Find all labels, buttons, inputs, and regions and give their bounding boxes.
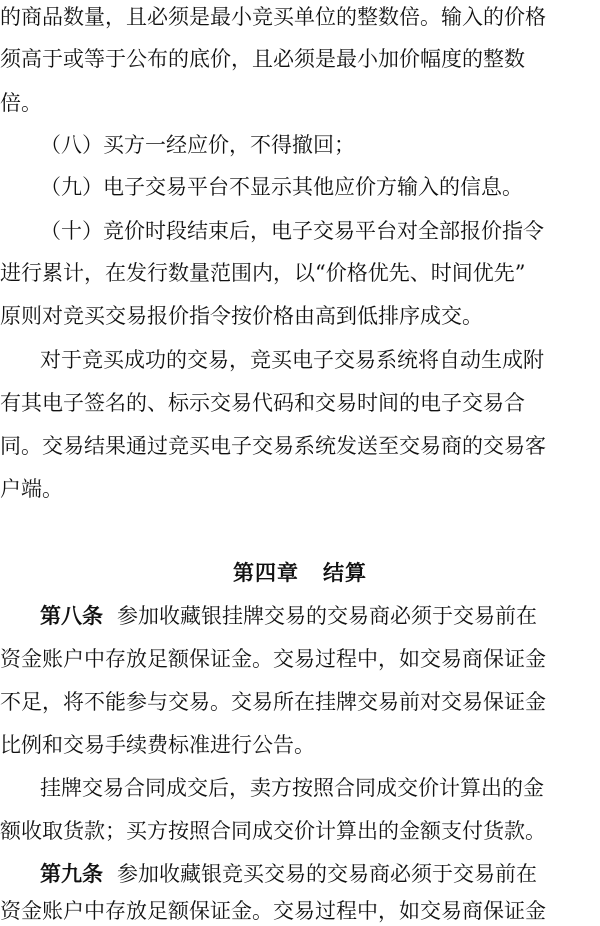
paragraph-line: [0, 687, 600, 717]
paragraph-line: [0, 88, 600, 118]
text-line: 参加收藏银竞买交易的交易商必须于交易前在: [117, 862, 537, 886]
text-line: 同。交易结果通过竞买电子交易系统发送至交易商的交易客: [0, 434, 546, 458]
paragraph-line: [0, 258, 600, 288]
paragraph-line: [0, 644, 600, 674]
paragraph-line: [0, 896, 600, 926]
paragraph-line: [0, 388, 600, 418]
text-line: 对于竞买成功的交易，竞买电子交易系统将自动生成附: [40, 348, 544, 372]
text-line: （九）电子交易平台不显示其他应价方输入的信息。: [40, 175, 523, 199]
clause-nine: [0, 172, 600, 202]
text-line: 须高于或等于公布的底价，且必须是最小加价幅度的整数: [0, 47, 525, 71]
text-line: 不足，将不能参与交易。交易所在挂牌交易前对交易保证金: [0, 690, 546, 714]
text-line: 户端。: [0, 477, 63, 501]
text-line: 挂牌交易合同成交后，卖方按照合同成交价计算出的金: [40, 776, 544, 800]
article-nine-line: [0, 859, 600, 889]
text-line: 有其电子签名的、标示交易代码和交易时间的电子交易合: [0, 391, 525, 415]
paragraph-line: [0, 345, 600, 375]
text-line: （十）竞价时段结束后，电子交易平台对全部报价指令: [40, 219, 544, 243]
chapter-title: 结算: [323, 561, 367, 585]
article-label: 第八条: [40, 604, 103, 628]
paragraph-line: [0, 773, 600, 803]
text-line: 原则对竞买交易报价指令按价格由高到低排序成交。: [0, 304, 483, 328]
paragraph-line: [0, 44, 600, 74]
text-line: 参加收藏银挂牌交易的交易商必须于交易前在: [117, 604, 537, 628]
chapter-number: 第四章: [233, 561, 299, 585]
text-line: 资金账户中存放足额保证金。交易过程中，如交易商保证金: [0, 647, 546, 671]
clause-eight: [0, 130, 600, 160]
text-line: 进行累计，在发行数量范围内，以“价格优先、时间优先”: [0, 261, 526, 285]
paragraph-line: [0, 816, 600, 846]
text-line: 的商品数量，且必须是最小竞买单位的整数倍。输入的价格: [0, 5, 546, 29]
paragraph-line: [0, 730, 600, 760]
article-label: 第九条: [40, 862, 103, 886]
article-eight-line: [0, 601, 600, 631]
text-line: 比例和交易手续费标准进行公告。: [0, 733, 315, 757]
clause-ten: [0, 216, 600, 246]
paragraph-line: [0, 431, 600, 461]
chapter-heading: [0, 558, 600, 588]
paragraph-line: [0, 474, 600, 504]
text-line: （八）买方一经应价，不得撤回；: [40, 133, 355, 157]
text-line: 倍。: [0, 91, 42, 115]
paragraph-line: [0, 2, 600, 32]
text-line: 额收取货款；买方按照合同成交价计算出的金额支付货款。: [0, 819, 546, 843]
paragraph-line: [0, 301, 600, 331]
text-line: 资金账户中存放足额保证金。交易过程中，如交易商保证金: [0, 899, 546, 923]
